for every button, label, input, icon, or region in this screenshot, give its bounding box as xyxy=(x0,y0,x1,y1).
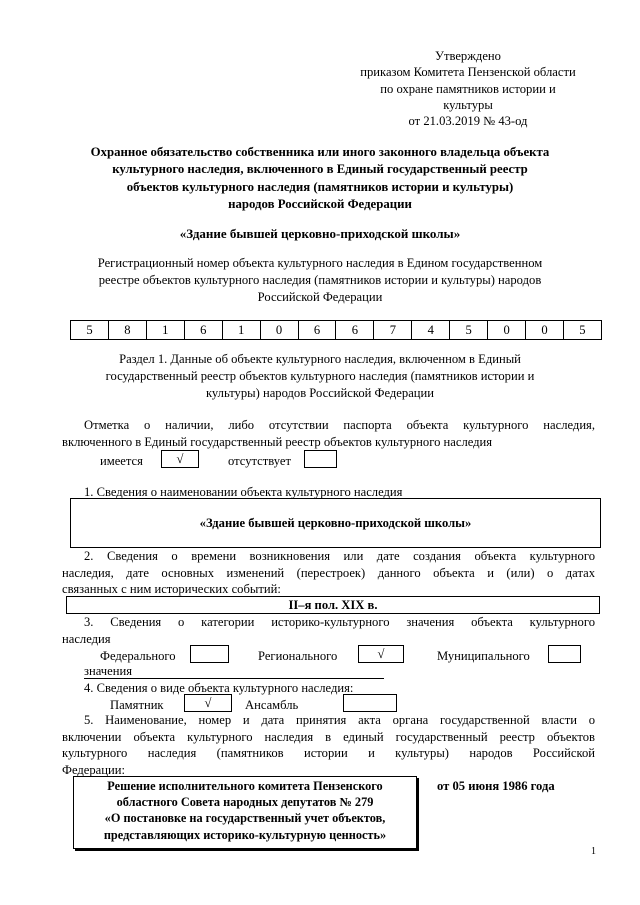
resolution-line-2: областного Совета народных депутатов № 279 xyxy=(116,795,374,810)
registration-label-line-2: реестре объектов культурного наследия (памятников истории и культуры) народов xyxy=(98,273,542,287)
category-regional-checkbox[interactable]: √ xyxy=(358,645,404,663)
resolution-line-3: «О постановке на государственный учет объектов, xyxy=(104,811,386,826)
type-monument-label: Памятник xyxy=(110,698,164,712)
object-name-value: «Здание бывшей церковно-приходской школы» xyxy=(199,516,472,530)
passport-present-checkbox[interactable]: √ xyxy=(161,450,199,468)
section-1-heading xyxy=(60,351,580,402)
passport-text-line-1: Отметка о наличии, либо отсутствии паспорта объекта культурного наследия, xyxy=(84,418,595,432)
registration-digit: 5 xyxy=(449,321,487,339)
item-2-line-2: наследия, дате основных изменений (перестроек) данного объекта и (или) о датах xyxy=(62,565,595,580)
approval-line-1: Утверждено xyxy=(435,49,501,63)
passport-absent-checkbox[interactable] xyxy=(304,450,337,468)
item-5-line-3: культурного наследия (памятников истории и культуры) народов Российской xyxy=(62,746,595,761)
approval-line-5: от 21.03.2019 № 43-од xyxy=(408,114,528,129)
item-5-line-4: Федерации: xyxy=(62,762,125,777)
approval-line-4: культуры xyxy=(443,97,493,112)
page-number: 1 xyxy=(591,846,596,857)
item-3-line-2: наследия xyxy=(62,631,111,646)
item-5-line-1: 5. Наименование, номер и дата принятия акта органа государственной власти о xyxy=(84,713,595,727)
category-municipal-label: Муниципального xyxy=(437,649,530,663)
item-3-underline xyxy=(84,678,384,679)
object-name-box xyxy=(70,498,601,548)
registration-label-line-3: Российской Федерации xyxy=(257,290,383,304)
object-name-heading: «Здание бывшей церковно-приходской школы» xyxy=(179,226,461,241)
type-monument-checkbox[interactable]: √ xyxy=(184,694,232,712)
category-federal-label: Федерального xyxy=(100,649,176,663)
item-2-text xyxy=(62,548,595,598)
registration-digit: 6 xyxy=(298,321,336,339)
document-title xyxy=(58,144,582,213)
registration-digit: 1 xyxy=(222,321,260,339)
approval-block xyxy=(330,48,606,129)
item-2-line-3: связанных с ним исторических событий: xyxy=(62,582,281,597)
title-line-3: объектов культурного наследия (памятников истории и культуры) xyxy=(126,179,514,194)
section-1-line-3: культуры) народов Российской Федерации xyxy=(205,386,434,400)
passport-present-label: имеется xyxy=(100,454,143,468)
resolution-line-4: представляющих историко-культурную ценность» xyxy=(103,827,387,842)
registration-digit: 0 xyxy=(260,321,298,339)
registration-digit: 8 xyxy=(108,321,146,339)
registration-number-grid xyxy=(70,320,602,340)
registration-digit: 5 xyxy=(563,321,601,339)
section-1-line-1: Раздел 1. Данные об объекте культурного наследия, включенном в Единый xyxy=(119,352,521,366)
title-line-4: народов Российской Федерации xyxy=(228,196,412,211)
registration-label-line-1: Регистрационный номер объекта культурного наследия в Едином государственном xyxy=(97,256,543,270)
category-federal-checkbox[interactable] xyxy=(190,645,229,663)
section-1-line-2: государственный реестр объектов культурного наследия (памятников истории и xyxy=(105,369,535,383)
passport-text-line-2: включенного в Единый государственный реестр объектов культурного наследия xyxy=(62,434,493,449)
registration-digit: 0 xyxy=(525,321,563,339)
passport-text xyxy=(62,417,595,450)
registration-digit: 1 xyxy=(146,321,184,339)
approval-line-3: по охране памятников истории и xyxy=(380,81,556,96)
registration-digit: 5 xyxy=(86,323,93,337)
item-3-text xyxy=(62,614,595,647)
category-regional-label: Регионального xyxy=(258,649,338,663)
registration-digit: 6 xyxy=(184,321,222,339)
passport-absent-label: отсутствует xyxy=(228,454,291,468)
registration-digit: 4 xyxy=(411,321,449,339)
registration-digit: 6 xyxy=(335,321,373,339)
category-municipal-checkbox[interactable] xyxy=(548,645,581,663)
resolution-box xyxy=(73,776,417,849)
item-2-line-1: 2. Сведения о времени возникновения или дате создания объекта культурного xyxy=(84,549,595,563)
title-line-2: культурного наследия, включенного в Единый государственный реестр xyxy=(112,162,528,177)
type-ensemble-label: Ансамбль xyxy=(245,698,299,712)
resolution-date: от 05 июня 1986 года xyxy=(437,779,555,793)
registration-digit: 7 xyxy=(373,321,411,339)
approval-line-2: приказом Комитета Пензенской области xyxy=(360,65,576,80)
title-line-1: Охранное обязательство собственника или иного законного владельца объекта xyxy=(90,145,550,159)
registration-label xyxy=(60,255,580,306)
type-ensemble-checkbox[interactable] xyxy=(343,694,397,712)
item-4-label: 4. Сведения о виде объекта культурного наследия: xyxy=(84,681,354,695)
resolution-line-1: Решение исполнительного комитета Пензенского xyxy=(107,779,383,793)
item-1-label: 1. Сведения о наименовании объекта культурного наследия xyxy=(84,485,403,499)
category-suffix: значения xyxy=(84,664,132,678)
item-3-line-1: 3. Сведения о категории историко-культурного значения объекта культурного xyxy=(84,615,595,629)
date-box: II–я пол. XIX в. xyxy=(66,596,600,614)
item-5-text xyxy=(62,712,595,778)
item-5-line-2: включении объекта культурного наследия в единый государственный реестр объектов xyxy=(62,729,595,744)
registration-digit: 0 xyxy=(487,321,525,339)
